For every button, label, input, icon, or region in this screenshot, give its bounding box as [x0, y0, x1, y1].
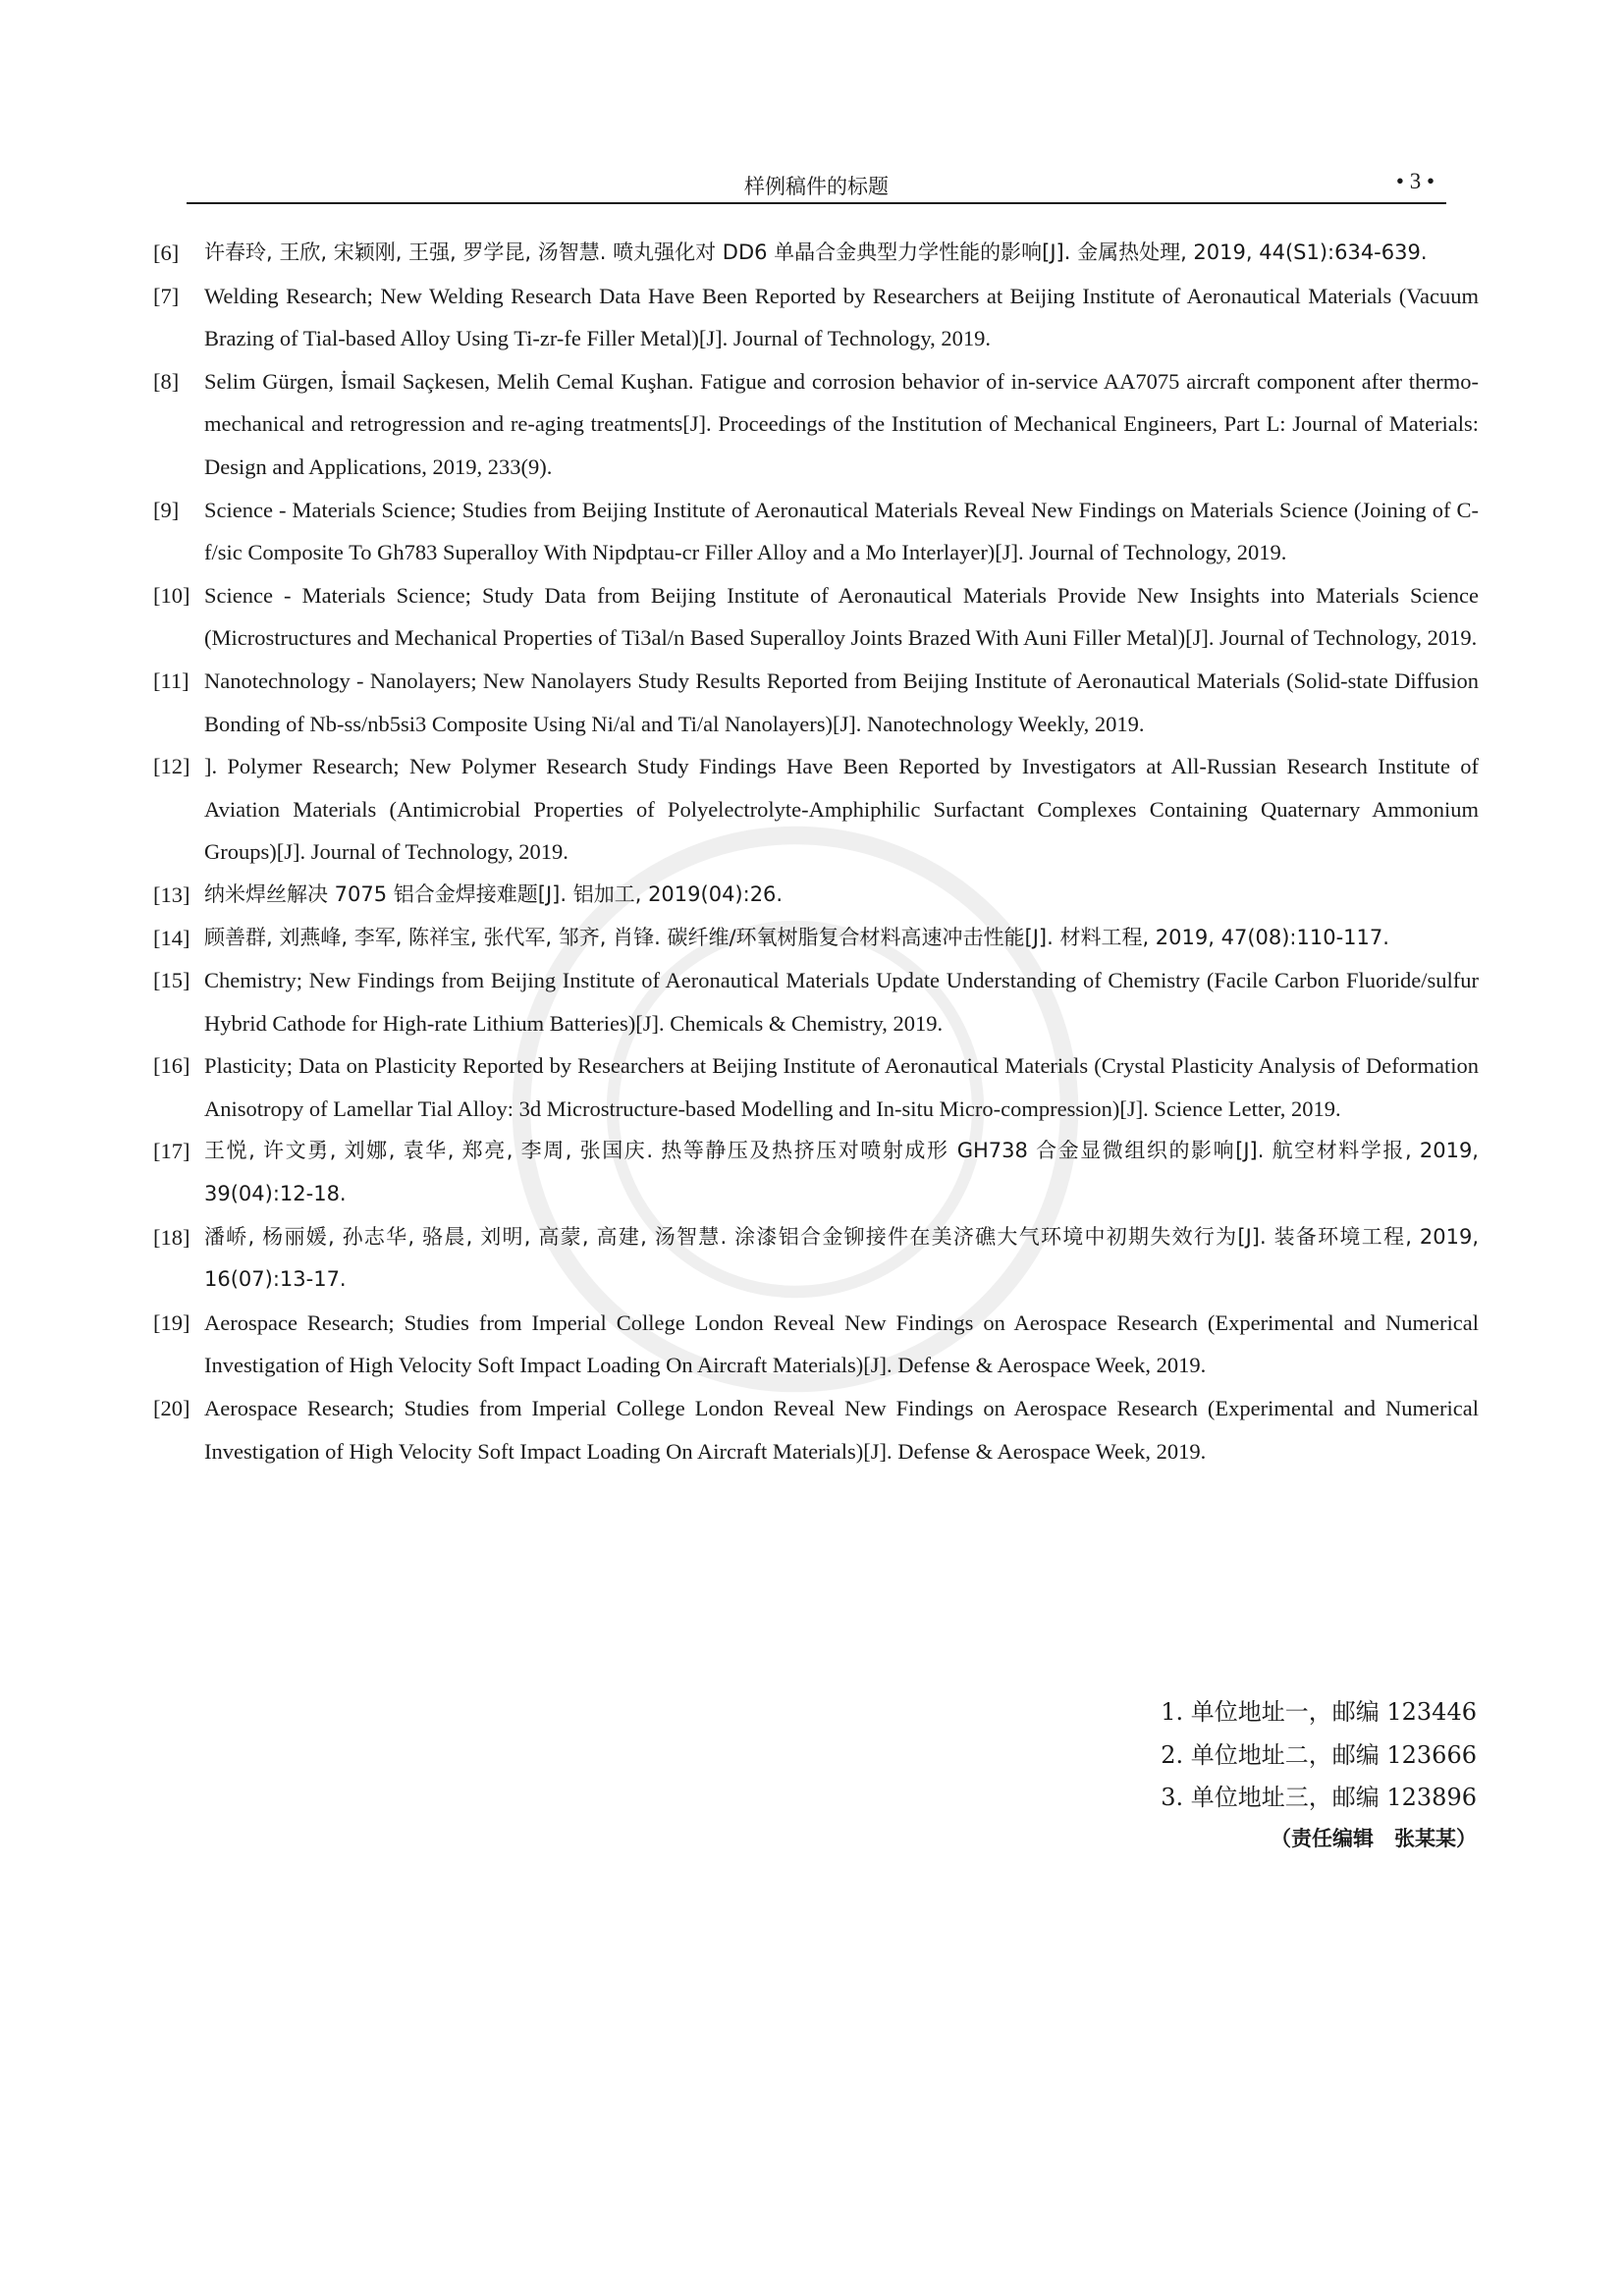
reference-item — [153, 1387, 1479, 1472]
reference-number: [15] — [153, 968, 190, 993]
reference-number: [8] — [153, 368, 180, 394]
reference-number: [9] — [153, 497, 180, 522]
reference-item — [153, 1130, 1479, 1215]
reference-text: Welding Research; New Welding Research Data Have Been Reported by Researchers at Beijing Institute of Aeronautical Materials (Vacuum Brazing of Tial-based Alloy Using Ti-zr-fe Filler Metal)[J]. Journal of Technology, 2019. — [204, 283, 1479, 351]
address-line: 2. 单位地址二，邮编 123666 — [1161, 1740, 1477, 1769]
reference-item — [153, 1216, 1479, 1302]
address-line: 1. 单位地址一，邮编 123446 — [1161, 1698, 1477, 1726]
reference-number: [20] — [153, 1396, 190, 1421]
reference-list — [153, 232, 1479, 1472]
page-number: • 3 • — [1395, 169, 1435, 193]
reference-number: [12] — [153, 754, 190, 779]
reference-number: [17] — [153, 1139, 190, 1164]
address-line: 3. 单位地址三，邮编 123896 — [1161, 1784, 1477, 1811]
reference-item — [153, 1044, 1479, 1130]
reference-item — [153, 232, 1479, 275]
reference-text: Selim Gürgen, İsmail Saçkesen, Melih Cemal Kuşhan. Fatigue and corrosion behavior of in-service AA7075 aircraft component after thermo-mechanical and retrogression and re-aging treatments[J]. Proceedings of the Institution of Mechanical Engineers, Part L: Journal of Materials: Design and Applications, 2019, 233(9). — [204, 368, 1479, 479]
reference-text: ]. Polymer Research; New Polymer Research Study Findings Have Been Reported by Investigators at All-Russian Research Institute of Aviation Materials (Antimicrobial Properties of Polyelectrolyte-Amphiphilic Surfactant Complexes Containing Quaternary Ammonium Groups)[J]. Journal of Technology, 2019. — [204, 754, 1479, 865]
reference-text: 潘峤, 杨丽媛, 孙志华, 骆晨, 刘明, 高蒙, 高建, 汤智慧. 涂漆铝合金铆接件在美济礁大气环境中初期失效行为[J]. 装备环境工程, 2019, 16(07):13-17. — [204, 1224, 1479, 1292]
reference-item — [153, 917, 1479, 960]
reference-item — [153, 745, 1479, 874]
reference-text: Aerospace Research; Studies from Imperial College London Reveal New Findings on Aerospace Research (Experimental and Numerical Investigation of High Velocity Soft Impact Loading On Aircraft Materials)[J]. Defense & Aerospace Week, 2019. — [204, 1396, 1479, 1464]
reference-text: Science - Materials Science; Study Data from Beijing Institute of Aeronautical Materials Provide New Insights into Materials Science (Microstructures and Mechanical Properties of Ti3al/n Based Superalloy Joints Brazed With Auni Filler Metal)[J]. Journal of Technology, 2019. — [204, 582, 1479, 651]
reference-number: [10] — [153, 582, 190, 608]
reference-number: [14] — [153, 925, 190, 950]
reference-item — [153, 959, 1479, 1044]
reference-item — [153, 1302, 1479, 1387]
reference-text: 许春玲, 王欣, 宋颖刚, 王强, 罗学昆, 汤智慧. 喷丸强化对 DD6 单晶合金典型力学性能的影响[J]. 金属热处理, 2019, 44(S1):634-639. — [204, 240, 1428, 264]
reference-number: [7] — [153, 283, 180, 308]
reference-number: [13] — [153, 881, 190, 907]
reference-number: [11] — [153, 667, 189, 693]
reference-text: Chemistry; New Findings from Beijing Institute of Aeronautical Materials Update Understanding of Chemistry (Facile Carbon Fluoride/sulfur Hybrid Cathode for High-rate Lithium Batteries)[J]. Chemicals & Chemistry, 2019. — [204, 968, 1479, 1036]
reference-item — [153, 489, 1479, 574]
reference-item — [153, 360, 1479, 489]
reference-text: Plasticity; Data on Plasticity Reported by Researchers at Beijing Institute of Aeronautical Materials (Crystal Plasticity Analysis of Deformation Anisotropy of Lamellar Tial Alloy: 3d Microstructure-based Modelling and In-situ Micro-compression)[J]. Science Letter, 2019. — [204, 1053, 1479, 1121]
reference-number: [19] — [153, 1309, 190, 1335]
reference-item — [153, 874, 1479, 917]
reference-text: Nanotechnology - Nanolayers; New Nanolayers Study Results Reported from Beijing Institute of Aeronautical Materials (Solid-state Diffusion Bonding of Nb-ss/nb5si3 Composite Using Ni/al and Ti/al Nanolayers)[J]. Nanotechnology Weekly, 2019. — [204, 667, 1479, 736]
reference-text: 纳米焊丝解决 7075 铝合金焊接难题[J]. 铝加工, 2019(04):26. — [204, 881, 784, 906]
reference-number: [6] — [153, 240, 180, 265]
running-header — [187, 167, 1446, 204]
reference-item — [153, 275, 1479, 360]
reference-text: 顾善群, 刘燕峰, 李军, 陈祥宝, 张代军, 邹齐, 肖锋. 碳纤维/环氧树脂复合材料高速冲击性能[J]. 材料工程, 2019, 47(08):110-117. — [204, 925, 1389, 949]
reference-text: Science - Materials Science; Studies from Beijing Institute of Aeronautical Materials Reveal New Findings on Materials Science (Joining of C-f/sic Composite To Gh783 Superalloy With Nipdptau-cr Filler Alloy and a Mo Interlayer)[J]. Journal of Technology, 2019. — [204, 497, 1479, 565]
running-title: 样例稿件的标题 — [744, 175, 889, 198]
reference-text: 王悦, 许文勇, 刘娜, 袁华, 郑亮, 李周, 张国庆. 热等静压及热挤压对喷射成形 GH738 合金显微组织的影响[J]. 航空材料学报, 2019, 39(04):12-18. — [204, 1139, 1479, 1206]
reference-item — [153, 574, 1479, 660]
reference-text: Aerospace Research; Studies from Imperial College London Reveal New Findings on Aerospace Research (Experimental and Numerical Investigation of High Velocity Soft Impact Loading On Aircraft Materials)[J]. Defense & Aerospace Week, 2019. — [204, 1309, 1479, 1378]
reference-number: [16] — [153, 1053, 190, 1079]
reference-item — [153, 660, 1479, 745]
reference-number: [18] — [153, 1224, 190, 1250]
affiliation-addresses — [1161, 1691, 1477, 1820]
responsible-editor: （责任编辑 张某某） — [1271, 1827, 1477, 1850]
